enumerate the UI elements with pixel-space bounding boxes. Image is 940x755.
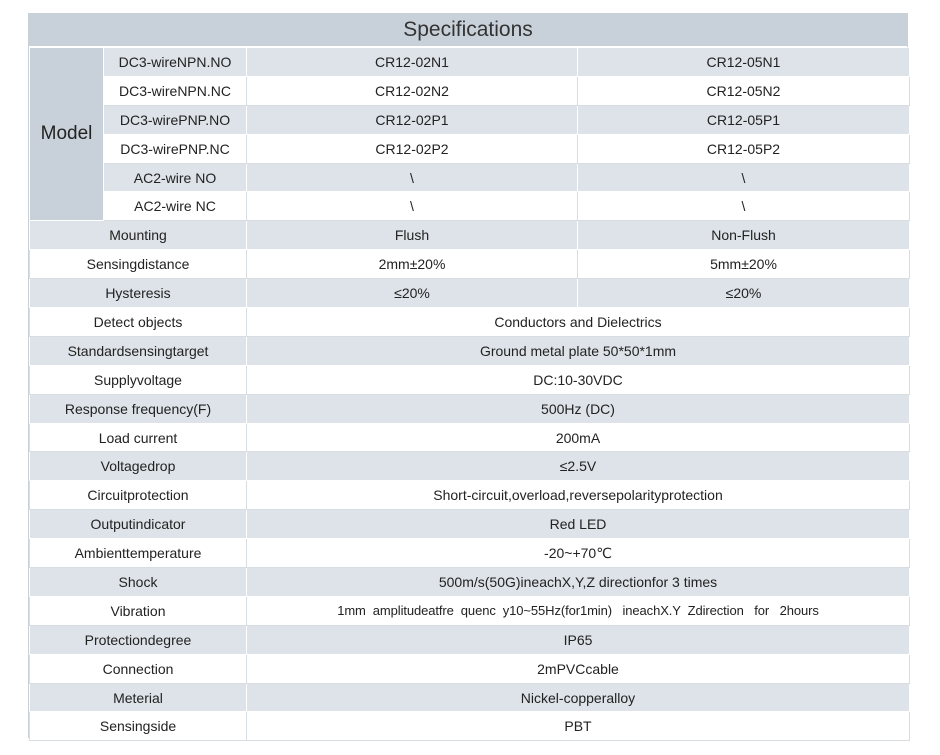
- spec-label: Hysteresis: [30, 279, 247, 308]
- spec-label: Ambienttemperature: [30, 539, 247, 568]
- spec-value: Red LED: [247, 510, 910, 539]
- table-row: [30, 250, 910, 279]
- table-row: [30, 394, 910, 423]
- spec-value: Conductors and Dielectrics: [247, 308, 910, 337]
- spec-label: Mounting: [30, 221, 247, 250]
- spec-value: Ground metal plate 50*50*1mm: [247, 336, 910, 365]
- table-title: Specifications: [29, 14, 907, 47]
- table-row: [30, 596, 910, 625]
- table-row: [30, 221, 910, 250]
- table-row: [30, 510, 910, 539]
- table-row: [30, 365, 910, 394]
- spec-value: 500Hz (DC): [247, 394, 910, 423]
- model-value-short: CR12-02P2: [247, 134, 578, 163]
- table-row: [30, 308, 910, 337]
- model-type: DC3-wirePNP.NO: [104, 105, 247, 134]
- spec-label: Response frequency(F): [30, 394, 247, 423]
- table-row: [30, 683, 910, 712]
- model-value-short: \: [247, 163, 578, 192]
- model-type: DC3-wirePNP.NC: [104, 134, 247, 163]
- table-row: [30, 336, 910, 365]
- model-value-long: \: [578, 192, 910, 221]
- table-row: [30, 423, 910, 452]
- spec-value: Short-circuit,overload,reversepolarityprotection: [247, 481, 910, 510]
- model-value-long: CR12-05N2: [578, 76, 910, 105]
- model-label: Model: [30, 48, 104, 221]
- spec-value-short: Flush: [247, 221, 578, 250]
- spec-value: -20~+70℃: [247, 539, 910, 568]
- spec-value-long: Non-Flush: [578, 221, 910, 250]
- table-row: [30, 134, 910, 163]
- spec-label: Sensingside: [30, 712, 247, 741]
- model-value-long: CR12-05P2: [578, 134, 910, 163]
- model-value-long: CR12-05N1: [578, 48, 910, 77]
- table-row: [30, 568, 910, 597]
- spec-value-long: ≤20%: [578, 279, 910, 308]
- spec-label: Vibration: [30, 596, 247, 625]
- spec-label: Sensingdistance: [30, 250, 247, 279]
- table-row: [30, 712, 910, 741]
- table-row: [30, 452, 910, 481]
- table-row: [30, 625, 910, 654]
- spec-label: Circuitprotection: [30, 481, 247, 510]
- model-value-long: CR12-05P1: [578, 105, 910, 134]
- spec-label: Connection: [30, 654, 247, 683]
- spec-label: Outputindicator: [30, 510, 247, 539]
- spec-value: 200mA: [247, 423, 910, 452]
- model-value-long: \: [578, 163, 910, 192]
- spec-value: PBT: [247, 712, 910, 741]
- model-type: AC2-wire NO: [104, 163, 247, 192]
- table-row: [30, 481, 910, 510]
- table-row: [30, 654, 910, 683]
- model-type: AC2-wire NC: [104, 192, 247, 221]
- table-row: [30, 48, 910, 77]
- model-value-short: CR12-02P1: [247, 105, 578, 134]
- spec-value: IP65: [247, 625, 910, 654]
- model-value-short: CR12-02N2: [247, 76, 578, 105]
- spec-label: Detect objects: [30, 308, 247, 337]
- spec-value: 2mPVCcable: [247, 654, 910, 683]
- spec-value-long: 5mm±20%: [578, 250, 910, 279]
- table-row: [30, 539, 910, 568]
- model-value-short: \: [247, 192, 578, 221]
- spec-label: Meterial: [30, 683, 247, 712]
- spec-value: 1mm amplitudeatfre quenc y10~55Hz(for1min) ineachX.Y Zdirection for 2hours: [247, 596, 910, 625]
- spec-grid: [29, 47, 910, 741]
- table-row: [30, 105, 910, 134]
- table-row: [30, 163, 910, 192]
- spec-value-short: 2mm±20%: [247, 250, 578, 279]
- spec-label: Shock: [30, 568, 247, 597]
- spec-value: DC:10-30VDC: [247, 365, 910, 394]
- spec-label: Protectiondegree: [30, 625, 247, 654]
- model-value-short: CR12-02N1: [247, 48, 578, 77]
- specifications-table: [28, 13, 908, 738]
- model-type: DC3-wireNPN.NC: [104, 76, 247, 105]
- table-row: [30, 279, 910, 308]
- spec-label: Voltagedrop: [30, 452, 247, 481]
- spec-label: Load current: [30, 423, 247, 452]
- model-type: DC3-wireNPN.NO: [104, 48, 247, 77]
- spec-value: ≤2.5V: [247, 452, 910, 481]
- spec-label: Standardsensingtarget: [30, 336, 247, 365]
- spec-value: Nickel-copperalloy: [247, 683, 910, 712]
- table-row: [30, 192, 910, 221]
- spec-value-short: ≤20%: [247, 279, 578, 308]
- spec-value: 500m/s(50G)ineachX,Y,Z directionfor 3 times: [247, 568, 910, 597]
- spec-label: Supplyvoltage: [30, 365, 247, 394]
- table-row: [30, 76, 910, 105]
